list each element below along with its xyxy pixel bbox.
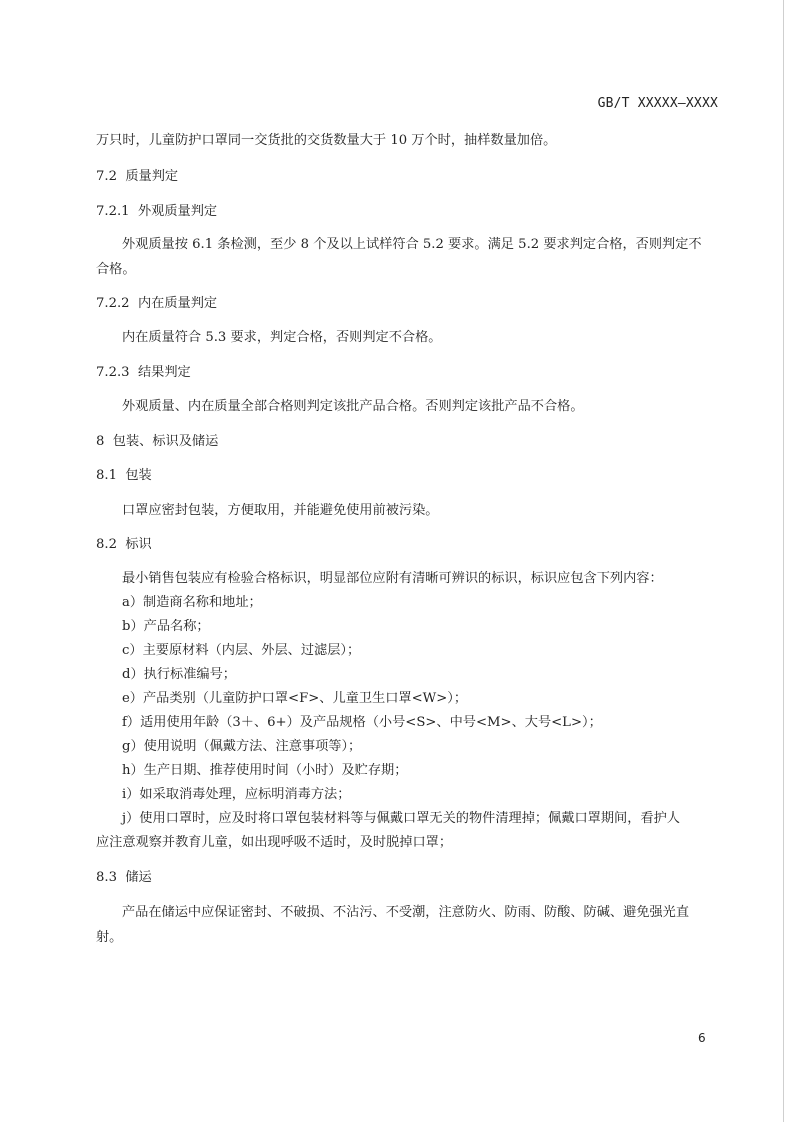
section-heading-7-2 — [96, 168, 178, 186]
list-item: i）如采取消毒处理，应标明消毒方法； — [122, 787, 351, 802]
section-title: 质量判定 — [125, 169, 179, 184]
section-number: 8.1 — [96, 468, 117, 483]
section-number: 7.2.2 — [96, 296, 130, 311]
list-item: e）产品类别（儿童防护口罩<F>、儿童卫生口罩<W>）； — [122, 691, 468, 706]
list-item: c）主要原材料（内层、外层、过滤层）； — [122, 643, 361, 658]
paragraph-line: 产品在储运中应保证密封、不破损、不沾污、不受潮，注意防火、防雨、防酸、防碱、避免强光直 — [122, 905, 690, 920]
section-number: 8 — [96, 434, 105, 449]
section-title: 外观质量判定 — [137, 204, 218, 219]
section-heading-7-2-3 — [96, 364, 191, 382]
intro-continuation: 万只时，儿童防护口罩同一交货批的交货数量大于 10 万个时，抽样数量加倍。 — [96, 133, 557, 148]
section-number: 7.2.1 — [96, 204, 130, 219]
section-number: 8.2 — [96, 537, 117, 552]
list-item: j）使用口罩时，应及时将口罩包装材料等与佩戴口罩无关的物件清理掉；佩戴口罩期间，看护人 — [122, 811, 680, 826]
paragraph-line: 合格。 — [96, 262, 136, 277]
page-number: 6 — [698, 1031, 706, 1045]
list-item: g）使用说明（佩戴方法、注意事项等）； — [122, 739, 362, 754]
list-item: b）产品名称； — [122, 619, 210, 634]
section-title: 内在质量判定 — [137, 296, 218, 311]
paragraph-line: 内在质量符合 5.3 要求，判定合格，否则判定不合格。 — [122, 330, 442, 345]
standard-code-header: GB/T XXXXX—XXXX — [597, 96, 718, 111]
section-number: 7.2 — [96, 169, 117, 184]
section-title: 包装、标识及储运 — [112, 434, 219, 449]
list-item: h）生产日期、推荐使用时间（小时）及贮存期； — [122, 763, 408, 778]
list-item: d）执行标准编号； — [122, 667, 236, 682]
section-heading-8-1 — [96, 467, 152, 485]
section-heading-7-2-2 — [96, 295, 217, 313]
section-title: 储运 — [125, 870, 152, 885]
paragraph-line: 最小销售包装应有检验合格标识，明显部位应附有清晰可辨识的标识，标识应包含下列内容： — [122, 571, 663, 586]
paragraph-line: 外观质量、内在质量全部合格则判定该批产品合格。否则判定该批产品不合格。 — [122, 399, 584, 414]
section-heading-8 — [96, 433, 218, 451]
section-heading-8-3 — [96, 869, 152, 887]
section-title: 包装 — [125, 468, 152, 483]
page-edge-line — [783, 0, 784, 1122]
list-item-continuation: 应注意观察并教育儿童，如出现呼吸不适时，及时脱掉口罩； — [96, 835, 453, 850]
list-item: f）适用使用年龄（3＋、6+）及产品规格（小号<S>、中号<M>、大号<L>）； — [122, 715, 602, 730]
paragraph-line: 射。 — [96, 930, 123, 945]
section-title: 标识 — [125, 537, 152, 552]
section-title: 结果判定 — [137, 365, 191, 380]
paragraph-line: 外观质量按 6.1 条检测，至少 8 个及以上试样符合 5.2 要求。满足 5.2 要求判定合格，否则判定不 — [122, 237, 702, 252]
section-heading-7-2-1 — [96, 203, 217, 221]
section-heading-8-2 — [96, 536, 152, 554]
list-item: a）制造商名称和地址； — [122, 595, 262, 610]
section-number: 7.2.3 — [96, 365, 130, 380]
paragraph-line: 口罩应密封包装，方便取用，并能避免使用前被污染。 — [122, 503, 439, 518]
section-number: 8.3 — [96, 870, 117, 885]
